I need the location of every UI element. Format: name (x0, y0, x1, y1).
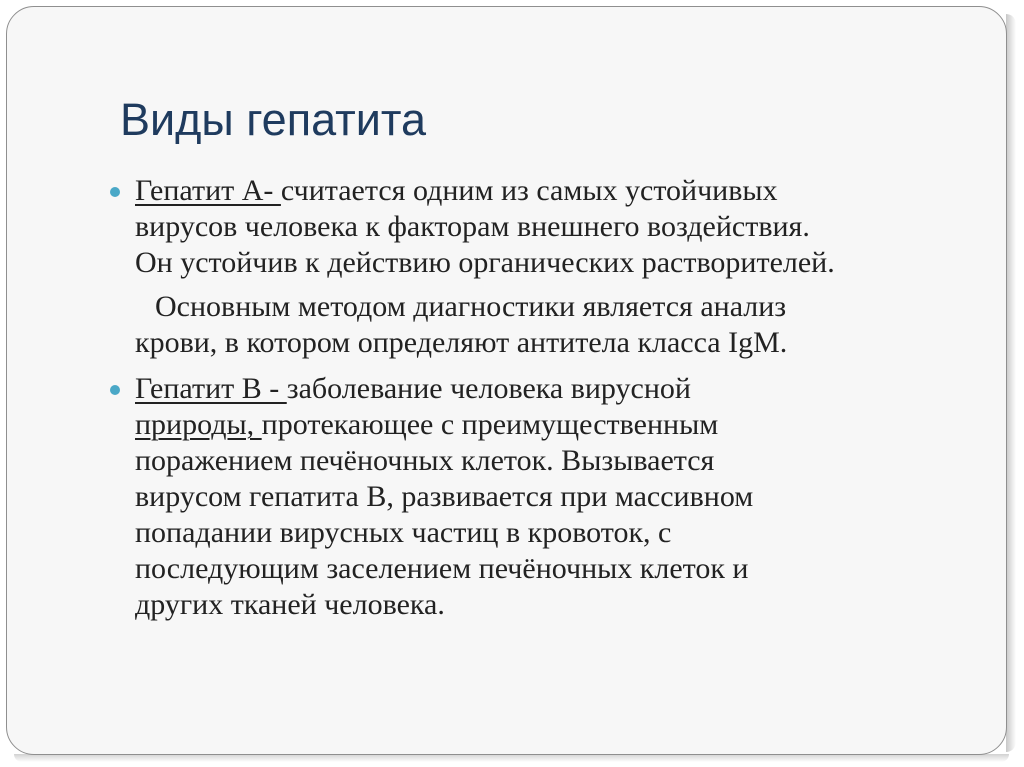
diagnosis-line-1: Основным методом диагностики является анализ (155, 290, 787, 323)
hepatitis-b-line-2-text: протекающее с преимущественным (261, 408, 719, 441)
slide-bullet-list (135, 173, 935, 623)
hepatitis-a-line-1-text: считается одним из самых устойчивых (280, 174, 778, 207)
hepatitis-b-term: Гепатит В - (135, 372, 287, 405)
hepatitis-a-line-2: вирусов человека к факторам внешнего воздействия. (135, 210, 810, 243)
bullet-dot-icon (110, 385, 120, 395)
hepatitis-b-line-4: вирусом гепатита В, развивается при массивном (135, 480, 754, 513)
hepatitis-b-term-continued: природы, (135, 408, 262, 441)
slide-shadow-right (1006, 14, 1016, 752)
diagnosis-line-2: крови, в котором определяют антитела класса IgM. (135, 326, 788, 359)
hepatitis-a-line-3: Он устойчив к действию органических растворителей. (135, 246, 835, 279)
hepatitis-b-line-2 (135, 407, 935, 443)
diagnosis-paragraph (135, 289, 935, 361)
bullet-dot-icon (110, 187, 120, 197)
hepatitis-b-line-7: других тканей человека. (135, 588, 445, 621)
bullet-hepatitis-b (135, 371, 935, 623)
hepatitis-b-line-1-text: заболевание человека вирусной (286, 372, 691, 405)
hepatitis-a-term: Гепатит А- (135, 174, 281, 207)
slide-frame (6, 6, 1007, 755)
hepatitis-b-line-1 (135, 371, 935, 407)
slide-shadow-bottom (14, 754, 1009, 762)
hepatitis-a-line-1 (135, 173, 935, 209)
bullet-hepatitis-a (135, 173, 935, 281)
hepatitis-b-line-5: попадании вирусных частиц в кровоток, с (135, 516, 672, 549)
hepatitis-b-line-3: поражением печёночных клеток. Вызывается (135, 444, 715, 477)
hepatitis-b-line-6: последующим заселением печёночных клеток и (135, 552, 749, 585)
slide-title: Виды гепатита (120, 94, 426, 145)
